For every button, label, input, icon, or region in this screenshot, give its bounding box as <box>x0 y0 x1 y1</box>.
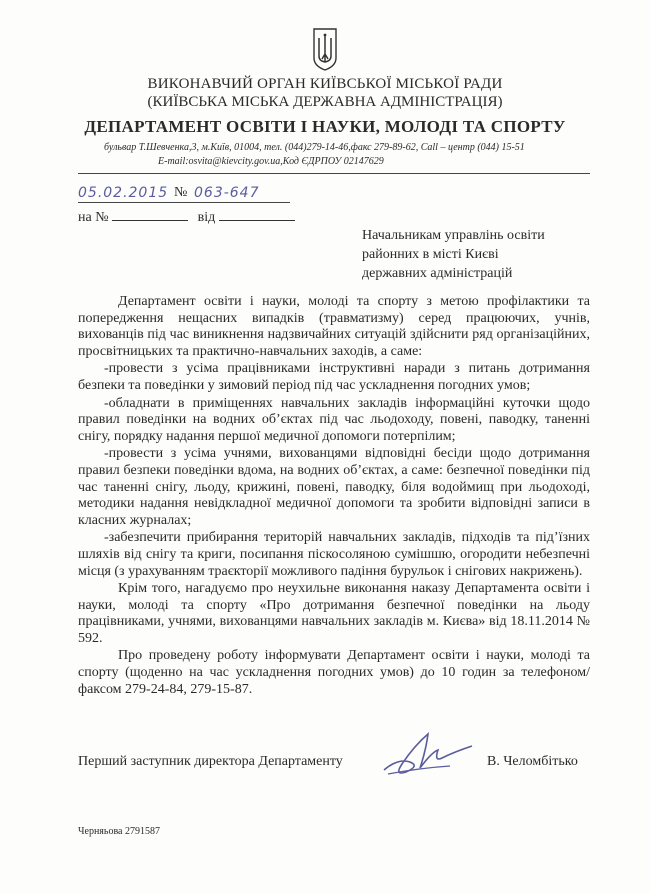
date-handwritten: 05.02.2015 <box>78 185 169 201</box>
header-line1: ВИКОНАВЧИЙ ОРГАН КИЇВСЬКОЇ МІСЬКОЇ РАДИ <box>147 76 503 92</box>
executor-info: Черняьова 2791587 <box>78 826 160 837</box>
trident-emblem <box>312 26 338 72</box>
recipient-line2: районних в місті Києві <box>362 247 499 262</box>
number-handwritten: 063-647 <box>194 185 260 201</box>
recipient-line1: Начальникам управлінь освіти <box>362 228 545 243</box>
item-4: -забезпечити прибирання територій навчальних закладів, підходів та під’їзних шляхів від снігу та криги, посипання піскосоляною сумішшю, огородити небезпечні місця (з урахуванням траєкторії можливого падіння бурульок і снігових накрижень). <box>78 530 590 579</box>
signatory-name: В. Челомбітько <box>487 754 578 769</box>
vid-field <box>219 208 295 221</box>
item-3: -провести з усіма учнями, вихованцями відповідні бесіди щодо дотримання правил безпеки поведінки вдома, на водних об’єктах, а саме: безпечної поведінки під час таненні снігу, льоду, крижині, повені, паводку, біля водоймищ при льодоході, методики надання невідкладної медичної допомоги та зробити відповідні записи в класних журналах; <box>78 446 590 528</box>
item-2: -обладнати в приміщеннях навчальних закладів інформаційні куточки щодо правил поведінки на водних об’єктах під час льодоходу, повені, паводку, таненні снігу, порядку надання першої медичної допомоги потерпілим; <box>78 395 590 444</box>
email-line: E-mail:osvita@kievcity.gov.ua,Код ЄДРПОУ 02147629 <box>158 156 384 167</box>
number-sign: № <box>174 185 188 200</box>
intro-paragraph: Департамент освіти і науки, молоді та спорту з метою профілактики та попередження нещасних випадків (травматизму) серед працюючих, учнів, вихованців під час виникнення надзвичайних ситуацій здійснити ряд організаційних, просвітницьких та практично-навчальних заходів, а саме: <box>78 294 590 359</box>
handwritten-signature <box>380 728 476 780</box>
recipient-block <box>362 226 545 283</box>
header-line2: (КИЇВСЬКА МІСЬКА ДЕРЖАВНА АДМІНІСТРАЦІЯ) <box>147 94 503 110</box>
na-label: на № <box>78 210 109 225</box>
recipient-line3: державних адміністрацій <box>362 266 513 281</box>
department-title: ДЕПАРТАМЕНТ ОСВІТИ І НАУКИ, МОЛОДІ ТА СПОРТУ <box>84 117 566 136</box>
registration-row <box>78 185 298 203</box>
signatory-position: Перший заступник директора Департаменту <box>78 754 343 769</box>
reminder-paragraph: Крім того, нагадуємо про неухильне виконання наказу Департамента освіти і науки, молоді та спорту «Про дотримання безпечної поведінки на льоду працівниками, учнями, вихованцями навчальних закладів м. Києва» від 18.11.2014 № 592. <box>78 581 590 646</box>
address-line: бульвар Т.Шевченка,3, м.Київ, 01004, тел. (044)279-14-46,факс 279-89-62, Call – центр (044) 15-51 <box>104 142 525 153</box>
report-paragraph: Про проведену роботу інформувати Департамент освіти і науки, молоді та спорту (щоденно на час ускладнення погодних умов) до 10 годин за телефоном/факсом 279-24-84, 279-15-87. <box>78 648 590 697</box>
letter-body <box>78 294 590 699</box>
item-1: -провести з усіма працівниками інструктивні наради з питань дотримання безпеки та поведінки у зимовий період під час ускладнення погодних умов; <box>78 361 590 393</box>
vid-label: від <box>197 210 216 225</box>
na-field <box>112 208 188 221</box>
reference-row <box>78 208 295 226</box>
header-rule <box>78 173 590 174</box>
date-underline <box>78 202 290 203</box>
